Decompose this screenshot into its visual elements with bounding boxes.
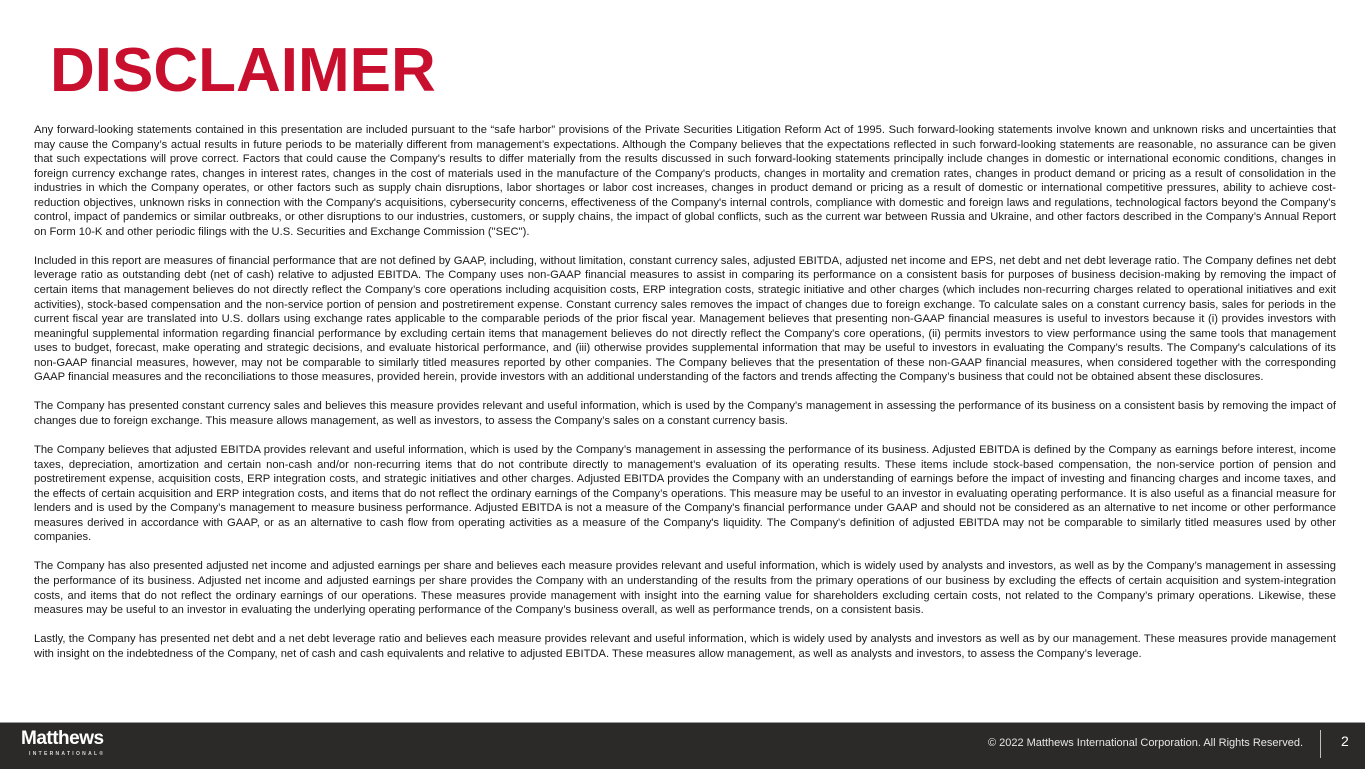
matthews-logo <box>21 729 105 757</box>
registered-mark-icon: ® <box>99 751 106 757</box>
slide-title: DISCLAIMER <box>50 36 436 105</box>
disclaimer-body <box>34 123 1336 676</box>
paragraph-constant-currency: The Company has presented constant currency sales and believes this measure provides relevant and useful information, which is used by the Company's management in assessing the performance of its business on a consistent basis by removing the impact of changes due to foreign exchange. This measure allows management, as well as investors, to assess the Company’s sales on a constant currency basis. <box>34 400 1336 427</box>
page-number: 2 <box>1341 733 1349 749</box>
logo-wordmark: Matthews <box>21 728 104 749</box>
copyright-notice: © 2022 Matthews International Corporation. All Rights Reserved. <box>987 737 1303 749</box>
footer-divider <box>1320 730 1321 758</box>
paragraph-adjusted-net-income: The Company has also presented adjusted net income and adjusted earnings per share and believes each measure provides relevant and useful information, which is widely used by analysts and investors, as well as by the Company’s management in assessing the performance of its business. Adjusted net income and adjusted earnings per share provides the Company with an understanding of the results from the primary operations of our business by excluding the effects of certain acquisition and system-integration costs, and items that do not reflect the ordinary earnings of our operations. These measures provide management with insight into the earning value for shareholders excluding certain costs, not related to the Company’s primary operations. Likewise, these measures may be useful to an investor in evaluating the underlying operating performance of the Company’s business overall, as well as performance trends, on a consistent basis. <box>34 560 1336 617</box>
paragraph-forward-looking: Any forward-looking statements contained in this presentation are included pursuant to the “safe harbor” provisions of the Private Securities Litigation Reform Act of 1995. Such forward-looking statements involve known and unknown risks and uncertainties that may cause the Company’s actual results in future periods to be materially different from management’s expectations. Although the Company believes that the expectations reflected in such forward-looking statements are reasonable, no assurance can be given that such expectations will prove correct. Factors that could cause the Company's results to differ materially from the results discussed in such forward-looking statements principally include changes in domestic or international economic conditions, changes in foreign currency exchange rates, changes in interest rates, changes in the cost of materials used in the manufacture of the Company's products, changes in mortality and cremation rates, changes in product demand or pricing as a result of consolidation in the industries in which the Company operates, or other factors such as supply chain disruptions, labor shortages or labor cost increases, changes in product demand or pricing as a result of domestic or international competitive pressures, ability to achieve cost-reduction objectives, unknown risks in connection with the Company's acquisitions, cybersecurity concerns, effectiveness of the Company's internal controls, compliance with domestic and foreign laws and regulations, technological factors beyond the Company's control, impact of pandemics or similar outbreaks, or other disruptions to our industries, customers, or supply chains, the impact of global conflicts, such as the current war between Russia and Ukraine, and other factors described in the Company’s Annual Report on Form 10-K and other periodic filings with the U.S. Securities and Exchange Commission ("SEC"). <box>34 124 1336 238</box>
logo-subtext-label: INTERNATIONAL <box>29 751 100 757</box>
footer-bar <box>0 722 1365 769</box>
paragraph-non-gaap: Included in this report are measures of financial performance that are not defined by GAAP, including, without limitation, constant currency sales, adjusted EBITDA, adjusted net income and EPS, net debt and net debt leverage ratio. The Company defines net debt leverage ratio as outstanding debt (net of cash) relative to adjusted EBITDA. The Company uses non-GAAP financial measures to assist in comparing its performance on a consistent basis for purposes of business decision-making by removing the impact of certain items that management believes do not directly reflect the Company’s core operations including acquisition costs, ERP integration costs, strategic initiative and other charges (which includes non-recurring charges related to operational initiatives and exit activities), stock-based compensation and the non-service portion of pension and postretirement expense. Constant currency sales removes the impact of changes due to foreign exchange. To calculate sales on a constant currency basis, sales for periods in the current fiscal year are translated into U.S. dollars using exchange rates applicable to the comparable periods of the prior fiscal year. Management believes that presenting non-GAAP financial measures is useful to investors because it (i) provides investors with meaningful supplemental information regarding financial performance by excluding certain items that management believes do not directly reflect the Company's core operations, (ii) permits investors to view performance using the same tools that management uses to budget, forecast, make operating and strategic decisions, and evaluate historical performance, and (iii) otherwise provides supplemental information that may be useful to investors in evaluating the Company’s results. The Company's calculations of its non-GAAP financial measures, however, may not be comparable to similarly titled measures reported by other companies. The Company believes that the presentation of these non-GAAP financial measures, when considered together with the corresponding GAAP financial measures and the reconciliations to those measures, provided herein, provide investors with an additional understanding of the factors and trends affecting the Company’s business that could not be obtained absent these disclosures. <box>34 254 1336 384</box>
paragraph-net-debt: Lastly, the Company has presented net debt and a net debt leverage ratio and believes each measure provides relevant and useful information, which is widely used by analysts and investors as well as by our management. These measures provide management with insight on the indebtedness of the Company, net of cash and cash equivalents and relative to adjusted EBITDA. These measures allow management, as well as analysts and investors, to assess the Company’s leverage. <box>34 633 1336 660</box>
paragraph-adjusted-ebitda: The Company believes that adjusted EBITDA provides relevant and useful information, which is used by the Company’s management in assessing the performance of its business. Adjusted EBITDA is defined by the Company as earnings before interest, income taxes, depreciation, amortization and certain non-cash and/or non-recurring items that do not contribute directly to management’s evaluation of its operating results. These items include stock-based compensation, the non-service portion of pension and postretirement expense, acquisition costs, ERP integration costs, and strategic initiatives and other charges. Adjusted EBITDA provides the Company with an understanding of earnings before the impact of investing and financing charges and income taxes, and the effects of certain acquisition and ERP integration costs, and items that do not reflect the ordinary earnings of the Company’s operations. This measure may be useful to an investor in evaluating operating performance. It is also useful as a financial measure for lenders and is used by the Company’s management to measure business performance. Adjusted EBITDA is not a measure of the Company's financial performance under GAAP and should not be considered as an alternative to net income or other performance measures derived in accordance with GAAP, or as an alternative to cash flow from operating activities as a measure of the Company's liquidity. The Company's definition of adjusted EBITDA may not be comparable to similarly titled measures used by other companies. <box>34 444 1336 544</box>
logo-subtext <box>29 751 105 757</box>
